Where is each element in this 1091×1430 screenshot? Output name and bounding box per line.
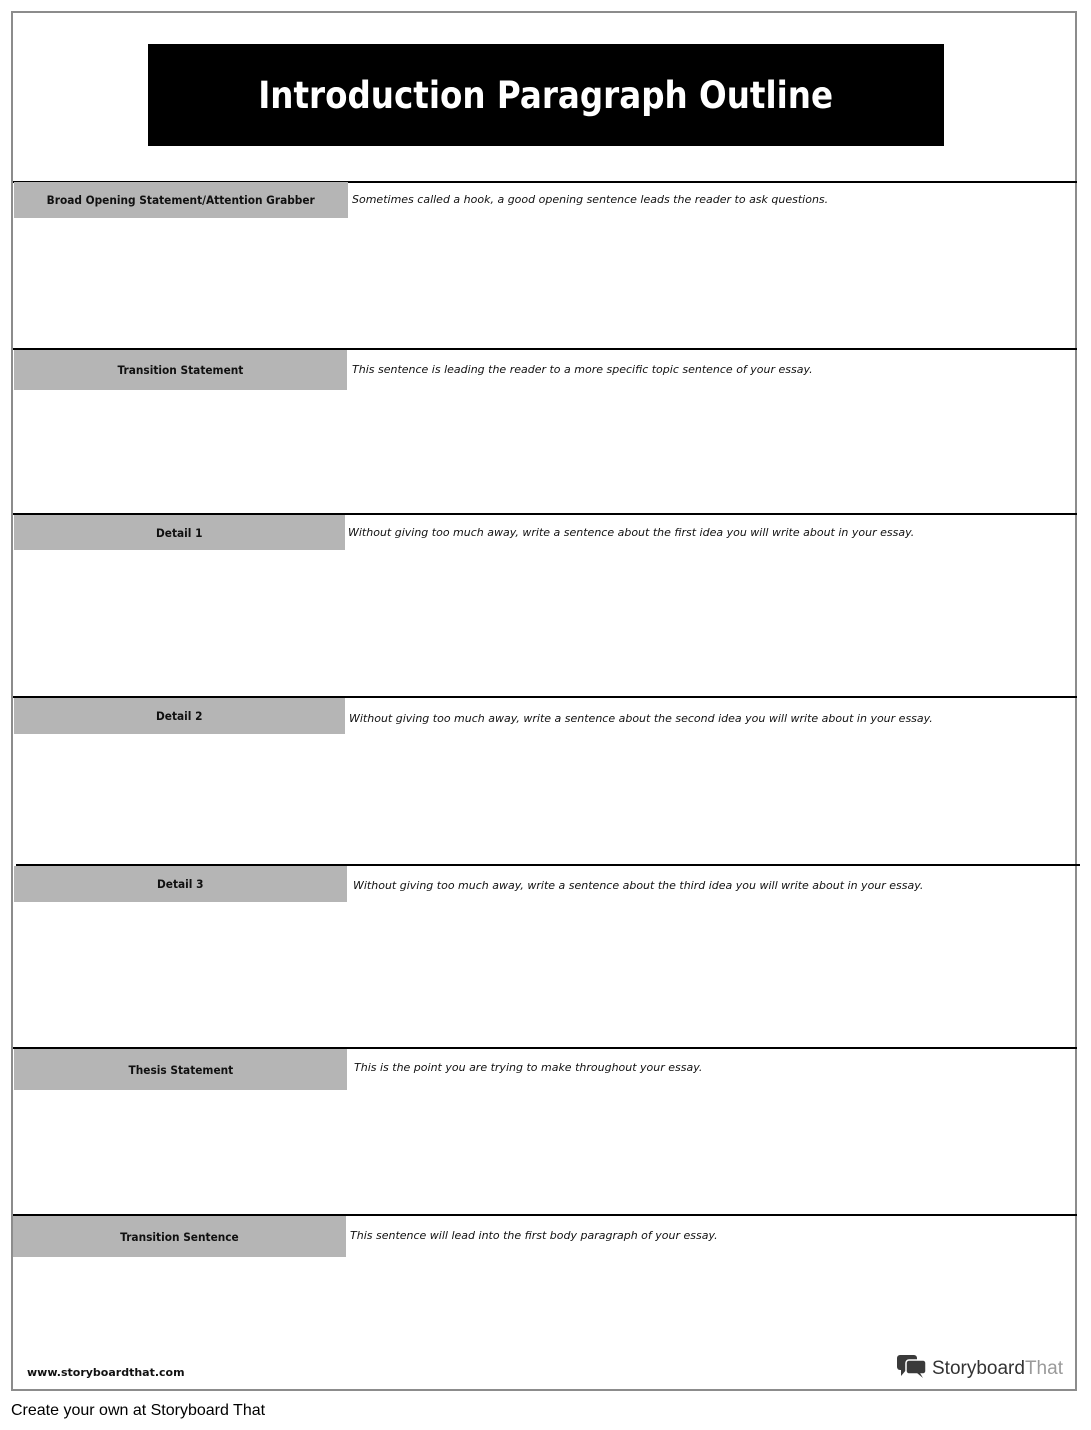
row-label-transition-sentence (13, 1216, 346, 1257)
logo-wordmark (932, 1358, 1063, 1380)
row-label-text: Detail 3 (157, 877, 204, 891)
logo-brand-light: That (1024, 1357, 1063, 1379)
row-label-transition-statement (14, 350, 347, 390)
title-banner (148, 44, 944, 146)
row-description: Without giving too much away, write a sentence about the third idea you will write about in your essay. (353, 879, 924, 892)
page-title: Introduction Paragraph Outline (258, 73, 834, 117)
row-label-thesis (14, 1049, 347, 1090)
row-label-detail-1 (14, 515, 345, 550)
storyboardthat-logo[interactable] (896, 1353, 1063, 1384)
row-label-text: Detail 1 (156, 525, 203, 540)
row-label-text: Transition Sentence (120, 1229, 239, 1244)
row-label-opening (14, 182, 348, 218)
speech-bubbles-icon (896, 1353, 928, 1384)
row-description: Without giving too much away, write a sentence about the first idea you will write about in your essay. (348, 526, 915, 539)
row-description: This sentence will lead into the first body paragraph of your essay. (350, 1229, 718, 1242)
row-description: This is the point you are trying to make throughout your essay. (354, 1061, 703, 1074)
credit-text[interactable]: Create your own at Storyboard That (11, 1402, 266, 1419)
row-label-text: Thesis Statement (128, 1062, 233, 1077)
row-label-detail-2 (14, 698, 345, 734)
row-description: Without giving too much away, write a sentence about the second idea you will write about in your essay. (349, 712, 933, 725)
logo-brand: Storyboard (932, 1357, 1025, 1379)
row-label-text: Detail 2 (156, 709, 203, 723)
row-description: Sometimes called a hook, a good opening sentence leads the reader to ask questions. (352, 193, 829, 206)
row-label-detail-3 (14, 866, 347, 902)
footer-url[interactable]: www.storyboardthat.com (27, 1366, 185, 1379)
row-description: This sentence is leading the reader to a more specific topic sentence of your essay. (352, 363, 813, 376)
row-label-text: Broad Opening Statement/Attention Grabber (46, 193, 316, 207)
row-label-text: Transition Statement (117, 363, 244, 377)
